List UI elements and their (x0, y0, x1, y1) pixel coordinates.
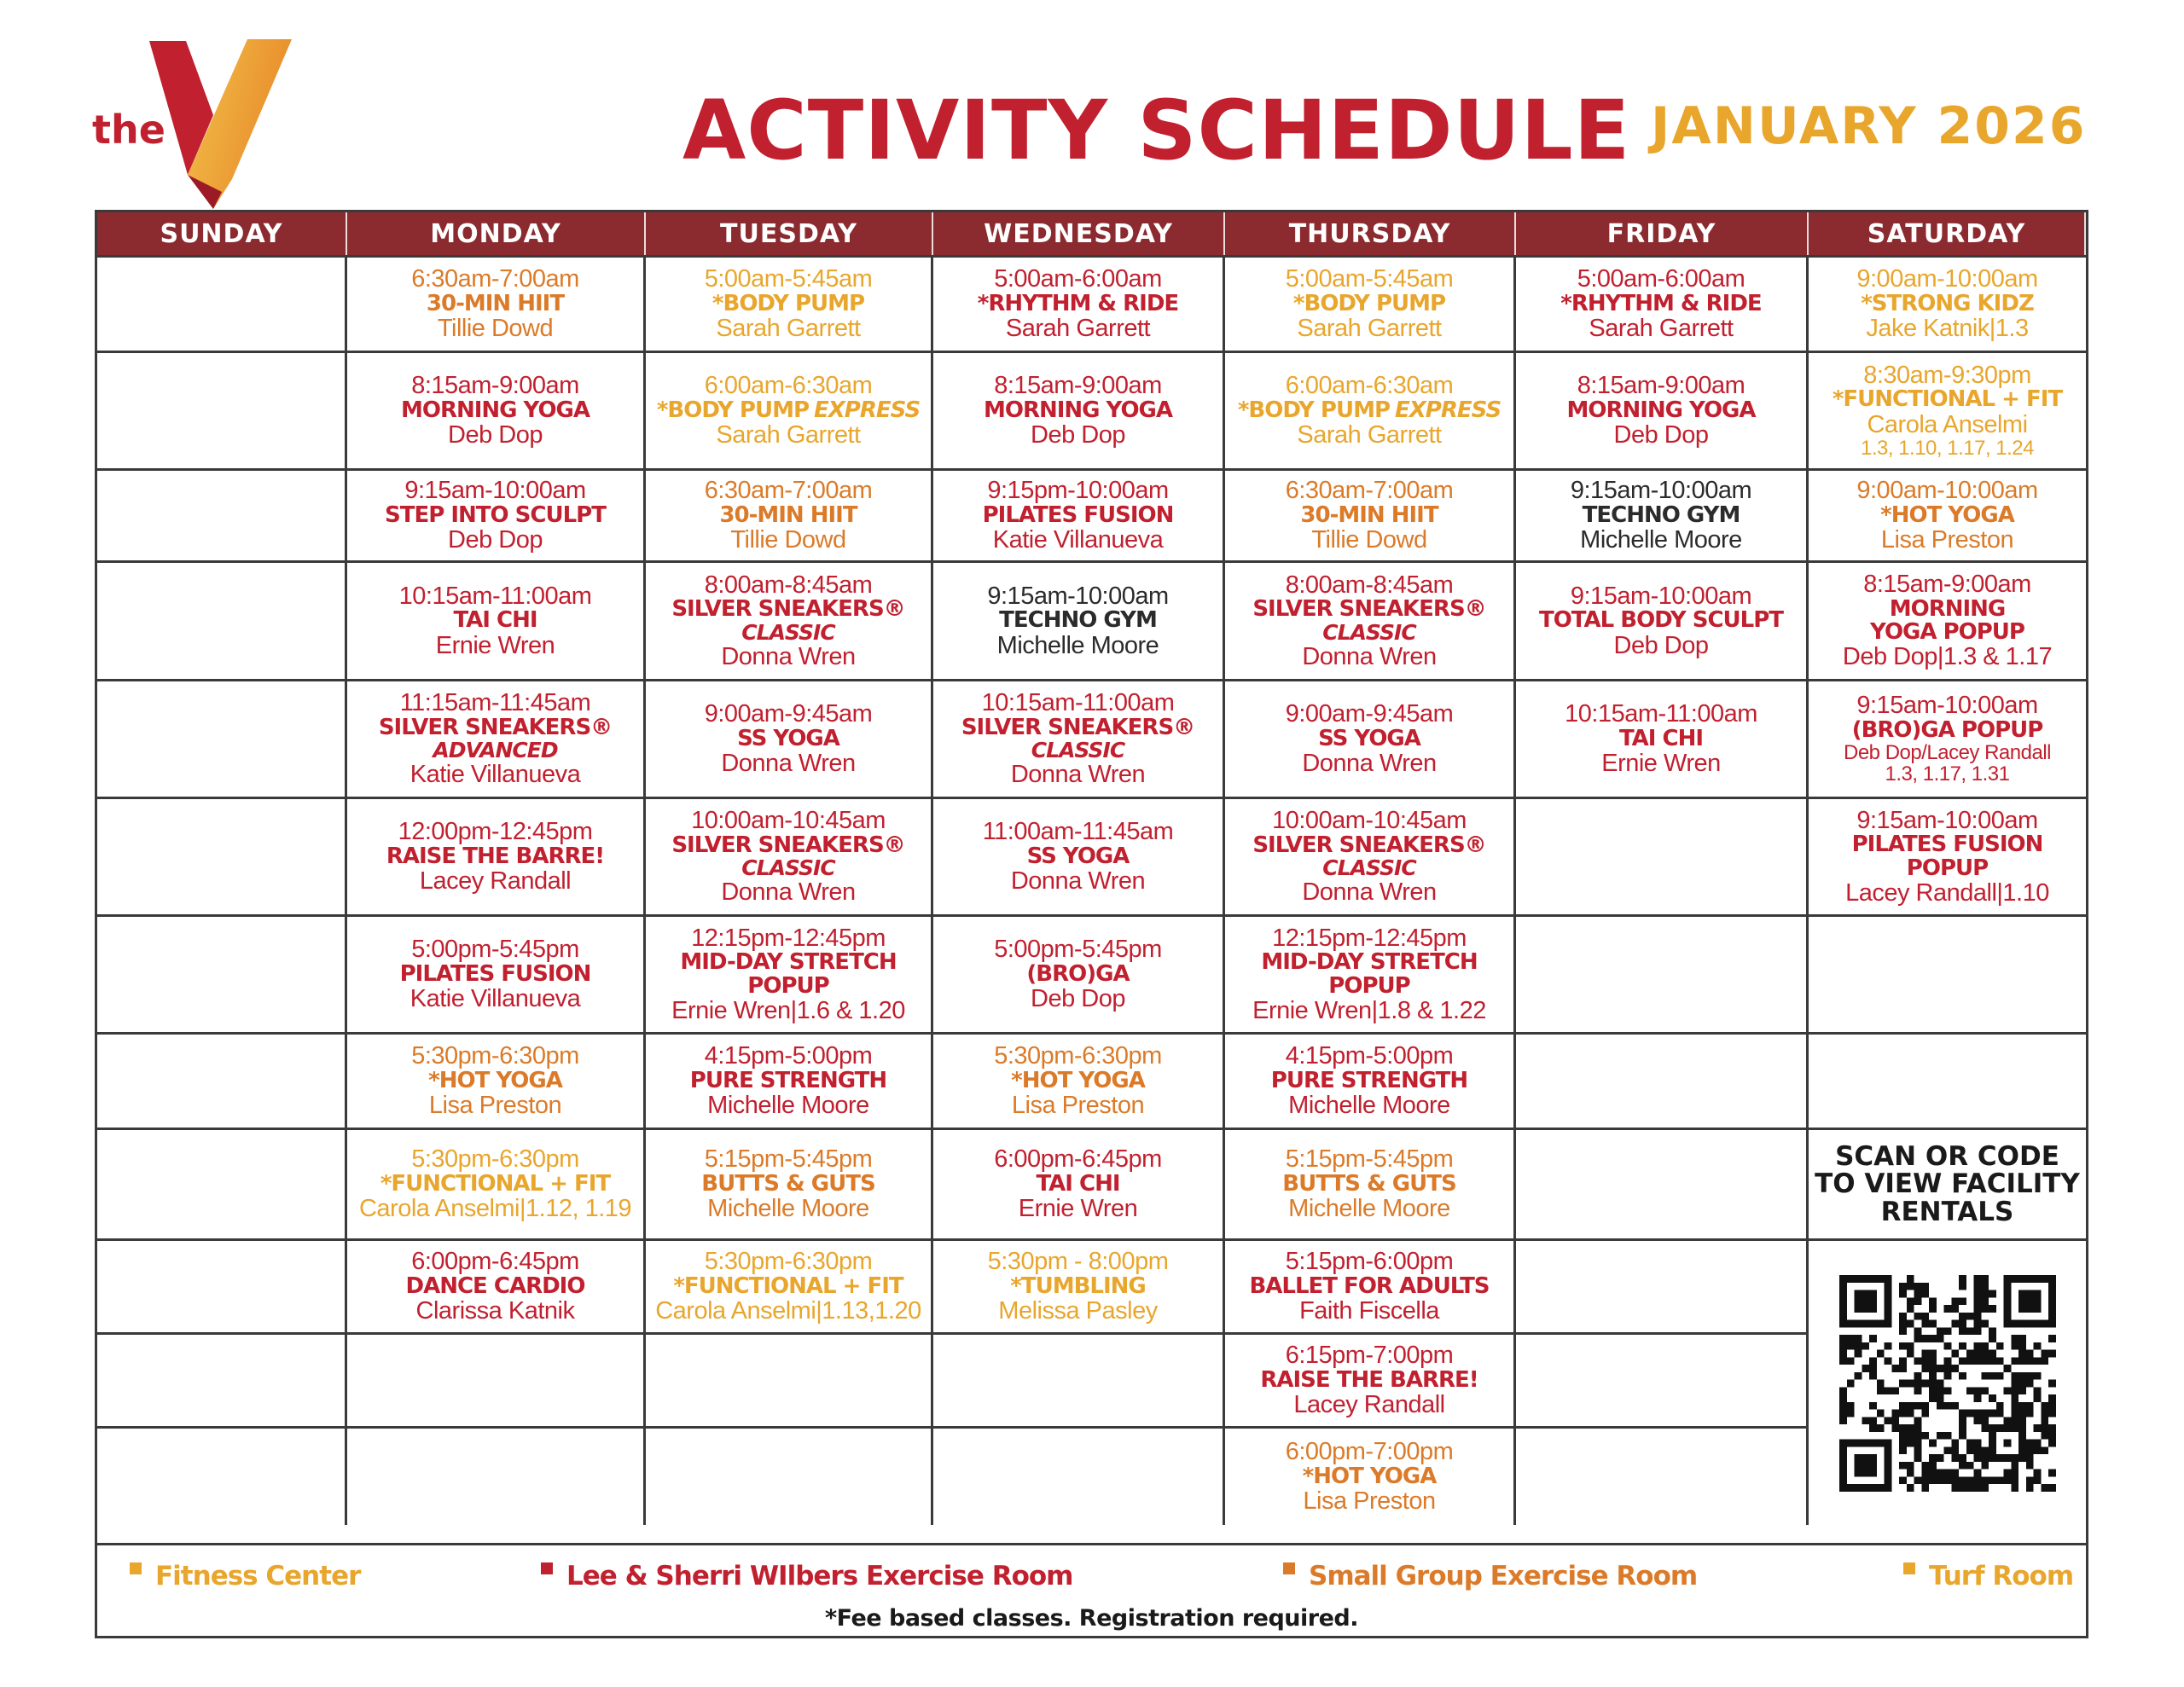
class-time: 6:00pm-6:45pm (994, 1145, 1162, 1174)
ymca-logo (85, 34, 307, 213)
class-cell (1516, 351, 1809, 468)
class-cell (1809, 679, 2086, 797)
class-cell (347, 1032, 646, 1128)
class-subtitle: ADVANCED (433, 738, 558, 763)
class-name: TECHNO GYM (999, 607, 1157, 634)
class-dates: 1.3, 1.10, 1.17, 1.24 (1860, 436, 2034, 460)
class-time: 6:30am-7:00am (704, 477, 873, 505)
class-time: 6:30am-7:00am (411, 265, 579, 293)
empty-cell (646, 1426, 933, 1525)
class-time: 5:15pm-5:45pm (1285, 1145, 1454, 1174)
class-cell (1809, 468, 2086, 560)
day-header-wednesday: WEDNESDAY (933, 212, 1225, 255)
class-cell (933, 797, 1225, 914)
class-instructor: Carola Anselmi|1.12, 1.19 (358, 1195, 632, 1223)
class-cell (1225, 1332, 1516, 1426)
class-cell (347, 797, 646, 914)
empty-cell (97, 1426, 347, 1525)
class-name-italic: EXPRESS (1395, 397, 1502, 423)
empty-cell (97, 560, 347, 679)
class-instructor: Deb Dop (1613, 421, 1709, 449)
class-instructor: Tillie Dowd (1311, 526, 1427, 554)
qr-code-cell[interactable] (1809, 1238, 2086, 1525)
class-name: PILATES FUSION (1851, 832, 2043, 858)
class-name: BALLET FOR ADULTS (1249, 1272, 1490, 1299)
class-subtitle: CLASSIC (1322, 619, 1416, 645)
class-name-line2: POPUP (747, 972, 829, 999)
empty-cell (1516, 1032, 1809, 1128)
class-instructor: Michelle Moore (707, 1092, 869, 1120)
class-instructor: Sarah Garrett (1589, 315, 1734, 343)
legend-small-group (1283, 1561, 1697, 1591)
class-name: MID-DAY STRETCH (680, 949, 897, 976)
empty-cell (97, 1032, 347, 1128)
class-instructor: Ernie Wren|1.6 & 1.20 (671, 996, 905, 1024)
empty-cell (933, 1332, 1225, 1426)
class-cell (1225, 351, 1516, 468)
class-time: 9:15am-10:00am (1856, 806, 2038, 834)
class-cell (933, 914, 1225, 1032)
class-name: TAI CHI (453, 607, 537, 634)
class-time: 11:00am-11:45am (982, 818, 1174, 846)
empty-cell (97, 914, 347, 1032)
class-name: MORNING YOGA (400, 397, 590, 423)
class-name: *FUNCTIONAL + FIT (673, 1272, 903, 1299)
class-cell (933, 351, 1225, 468)
class-name: BUTTS & GUTS (701, 1170, 875, 1197)
class-time: 9:15am-10:00am (1570, 582, 1752, 610)
class-name: SILVER SNEAKERS® (671, 832, 905, 858)
class-name: TOTAL BODY SCULPT (1538, 607, 1784, 634)
class-cell (1225, 914, 1516, 1032)
class-instructor: Katie Villanueva (992, 526, 1164, 554)
class-name-line2: POPUP (1906, 855, 1989, 881)
page-title: ACTIVITY SCHEDULE (682, 83, 1631, 178)
class-time: 9:15am-10:00am (404, 477, 586, 505)
class-time: 10:15am-11:00am (981, 689, 1175, 717)
class-instructor: Ernie Wren (1601, 750, 1721, 778)
logo-wordmark: YMCA (238, 174, 261, 206)
class-time: 5:30pm-6:30pm (704, 1248, 873, 1276)
class-time: 10:00am-10:45am (691, 807, 886, 835)
class-instructor: Donna Wren (1010, 761, 1146, 789)
legend-square-icon (1903, 1562, 1915, 1574)
class-cell (646, 1238, 933, 1332)
class-cell (1225, 468, 1516, 560)
class-instructor: Lisa Preston (1303, 1487, 1436, 1516)
class-name: TAI CHI (1036, 1170, 1120, 1197)
class-time: 8:15am-9:00am (1863, 571, 2031, 599)
class-name: PILATES FUSION (399, 960, 591, 987)
class-instructor: Faith Fiscella (1299, 1297, 1439, 1325)
qr-code-icon[interactable] (1839, 1275, 2056, 1492)
class-name: *HOT YOGA (1880, 501, 2014, 528)
logo-the-text: the (92, 107, 166, 153)
class-name: *BODY PUMP (712, 290, 865, 316)
empty-cell (97, 1238, 347, 1332)
empty-cell (97, 1332, 347, 1426)
empty-cell (1809, 1032, 2086, 1128)
class-name: RAISE THE BARRE! (386, 843, 605, 869)
class-name-text: *BODY PUMP (1237, 397, 1390, 423)
class-cell (347, 1128, 646, 1238)
class-time: 9:15pm-10:00am (987, 477, 1169, 505)
scan-text-line: SCAN OR CODE (1835, 1140, 2059, 1172)
class-cell (646, 1032, 933, 1128)
class-instructor: Donna Wren (1302, 642, 1437, 670)
empty-cell (1516, 914, 1809, 1032)
class-time: 11:15am-11:45am (399, 689, 591, 717)
class-name: PILATES FUSION (982, 501, 1174, 528)
class-cell (1809, 560, 2086, 679)
class-subtitle: CLASSIC (1031, 738, 1125, 763)
class-name: SS YOGA (737, 725, 839, 751)
class-instructor: Deb Dop (1031, 421, 1125, 449)
empty-cell (97, 468, 347, 560)
class-cell (1225, 1128, 1516, 1238)
legend-square-icon (541, 1562, 553, 1574)
class-name: SILVER SNEAKERS® (378, 714, 613, 740)
class-instructor: Tillie Dowd (437, 315, 554, 343)
class-instructor: Lisa Preston (428, 1092, 562, 1120)
class-name: SILVER SNEAKERS® (961, 714, 1195, 740)
class-cell (347, 914, 646, 1032)
class-time: 9:00am-10:00am (1856, 265, 2038, 293)
class-name: SILVER SNEAKERS® (671, 596, 905, 623)
class-time: 9:00am-10:00am (1856, 477, 2038, 505)
class-cell (1225, 679, 1516, 797)
class-cell (933, 468, 1225, 560)
class-name: BUTTS & GUTS (1282, 1170, 1456, 1197)
legend-fitness-center (130, 1561, 360, 1591)
fee-note: *Fee based classes. Registration required. (825, 1605, 1358, 1632)
class-time: 10:15am-11:00am (1565, 700, 1757, 728)
class-instructor: Michelle Moore (707, 1195, 869, 1223)
class-instructor: Deb Dop (448, 421, 543, 449)
class-instructor: Donna Wren (1010, 867, 1146, 896)
class-time: 9:00am-9:45am (1285, 700, 1454, 728)
class-name (657, 399, 920, 422)
class-time: 9:00am-9:45am (704, 700, 873, 728)
class-time: 8:00am-8:45am (704, 571, 873, 599)
class-time: 5:15pm-5:45pm (704, 1145, 873, 1174)
class-instructor: Sarah Garrett (1297, 315, 1442, 343)
class-instructor: Clarissa Katnik (415, 1297, 575, 1325)
class-name: *BODY PUMP (1292, 290, 1446, 316)
class-name: MORNING YOGA (983, 397, 1173, 423)
class-instructor: Deb Dop (1031, 985, 1125, 1013)
class-cell (1225, 255, 1516, 351)
class-instructor: Ernie Wren (435, 631, 555, 659)
class-cell (1225, 1238, 1516, 1332)
day-header-thursday: THURSDAY (1225, 212, 1516, 255)
class-time: 12:00pm-12:45pm (398, 818, 593, 846)
class-instructor: Sarah Garrett (1297, 421, 1442, 449)
class-cell (347, 1238, 646, 1332)
class-time: 5:30pm-6:30pm (411, 1042, 579, 1070)
day-header-monday: MONDAY (347, 212, 646, 255)
class-instructor: Katie Villanueva (410, 985, 581, 1013)
class-cell (347, 351, 646, 468)
class-cell (933, 1238, 1225, 1332)
class-name: TECHNO GYM (1582, 501, 1740, 528)
class-name: 30-MIN HIIT (426, 290, 565, 316)
empty-cell (933, 1426, 1225, 1525)
empty-cell (646, 1332, 933, 1426)
class-time: 5:30pm-6:30pm (411, 1145, 579, 1174)
empty-cell (97, 1128, 347, 1238)
class-time: 6:00pm-6:45pm (411, 1248, 579, 1276)
class-time: 12:15pm-12:45pm (691, 924, 886, 952)
class-cell (933, 560, 1225, 679)
class-time: 9:15am-10:00am (1856, 692, 2038, 720)
scan-rentals-text (1815, 1140, 2080, 1227)
class-subtitle: CLASSIC (1322, 855, 1416, 881)
class-time: 8:00am-8:45am (1285, 571, 1454, 599)
class-time: 6:30am-7:00am (1285, 477, 1454, 505)
class-time: 5:00am-5:45am (1285, 265, 1454, 293)
schedule-grid (97, 212, 2086, 1543)
class-cell (646, 797, 933, 914)
class-name: *RHYTHM & RIDE (1560, 290, 1762, 316)
schedule-month: JANUARY 2026 (1651, 96, 2087, 156)
empty-cell (1516, 1332, 1809, 1426)
class-cell (1516, 679, 1809, 797)
empty-cell (347, 1426, 646, 1525)
class-time: 5:00pm-5:45pm (994, 936, 1162, 964)
schedule-table (95, 210, 2088, 1638)
day-header-tuesday: TUESDAY (646, 212, 933, 255)
class-cell (933, 1032, 1225, 1128)
class-instructor: Ernie Wren|1.8 & 1.22 (1252, 996, 1486, 1024)
class-instructor: Donna Wren (1302, 750, 1437, 778)
legend-square-icon (130, 1562, 142, 1574)
scan-rentals-cell (1809, 1128, 2086, 1238)
class-cell (646, 679, 933, 797)
class-name: 30-MIN HIIT (1300, 501, 1438, 528)
class-subtitle: CLASSIC (741, 619, 835, 645)
class-instructor: Tillie Dowd (730, 526, 846, 554)
class-cell (933, 679, 1225, 797)
day-header-saturday: SATURDAY (1809, 212, 2086, 255)
class-time: 8:15am-9:00am (411, 372, 579, 400)
class-time: 9:15am-10:00am (987, 582, 1169, 610)
class-name: (BRO)GA POPUP (1851, 716, 2043, 743)
class-instructor: Deb Dop/Lacey Randall (1844, 741, 2051, 765)
class-name: PURE STRENGTH (689, 1067, 887, 1093)
empty-cell (1809, 914, 2086, 1032)
class-cell (646, 1128, 933, 1238)
class-cell (646, 560, 933, 679)
empty-cell (347, 1332, 646, 1426)
class-time: 6:00am-6:30am (704, 372, 873, 400)
class-name-text: *BODY PUMP (656, 397, 809, 423)
class-instructor: Ernie Wren (1018, 1195, 1138, 1223)
class-subtitle: CLASSIC (741, 855, 835, 881)
class-name: SILVER SNEAKERS® (1252, 596, 1486, 623)
class-name: *FUNCTIONAL + FIT (380, 1170, 611, 1197)
empty-cell (1516, 1426, 1809, 1525)
class-instructor: Lisa Preston (1880, 526, 2014, 554)
class-name: *HOT YOGA (1302, 1463, 1437, 1489)
day-header-friday: FRIDAY (1516, 212, 1809, 255)
class-time: 6:00pm-7:00pm (1285, 1438, 1454, 1466)
legend-label: Fitness Center (155, 1561, 361, 1591)
class-time: 6:00am-6:30am (1285, 372, 1454, 400)
empty-cell (97, 255, 347, 351)
class-time: 5:30pm-6:30pm (994, 1042, 1162, 1070)
class-name-line2: YOGA POPUP (1870, 619, 2024, 645)
class-time: 8:30am-9:30pm (1863, 361, 2031, 389)
class-time: 4:15pm-5:00pm (704, 1042, 873, 1070)
scan-text-line: RENTALS (1880, 1196, 2014, 1227)
class-cell (1516, 468, 1809, 560)
class-instructor: Jake Katnik|1.3 (1866, 315, 2029, 343)
class-instructor: Michelle Moore (996, 631, 1159, 659)
class-cell (347, 255, 646, 351)
legend-label: Turf Room (1929, 1561, 2074, 1591)
class-cell (347, 468, 646, 560)
class-cell (1809, 351, 2086, 468)
class-cell (646, 255, 933, 351)
class-cell (1809, 255, 2086, 351)
class-instructor: Deb Dop (448, 526, 543, 554)
empty-cell (97, 679, 347, 797)
class-time: 4:15pm-5:00pm (1285, 1042, 1454, 1070)
class-instructor: Lacey Randall|1.10 (1845, 878, 2049, 907)
empty-cell (1516, 797, 1809, 914)
empty-cell (97, 351, 347, 468)
class-instructor: Lacey Randall (1293, 1391, 1445, 1419)
class-instructor: Carola Anselmi|1.13,1.20 (655, 1297, 921, 1325)
class-time: 5:00pm-5:45pm (411, 936, 579, 964)
class-time: 10:15am-11:00am (398, 582, 592, 610)
class-time: 6:15pm-7:00pm (1285, 1342, 1454, 1370)
class-instructor: Donna Wren (721, 878, 856, 907)
class-instructor: Michelle Moore (1288, 1195, 1450, 1223)
class-name: *FUNCTIONAL + FIT (1832, 386, 2063, 413)
class-name-line2: POPUP (1328, 972, 1410, 999)
class-name: RAISE THE BARRE! (1260, 1366, 1478, 1393)
class-instructor: Deb Dop (1613, 631, 1709, 659)
legend-square-icon (1283, 1562, 1295, 1574)
class-time: 8:15am-9:00am (994, 372, 1162, 400)
legend-turf-room (1903, 1561, 2073, 1591)
class-instructor: Donna Wren (721, 642, 856, 670)
class-name: DANCE CARDIO (405, 1272, 585, 1299)
class-cell (646, 351, 933, 468)
class-cell (646, 468, 933, 560)
class-cell (347, 679, 646, 797)
class-time: 10:00am-10:45am (1272, 807, 1467, 835)
class-name: TAI CHI (1618, 725, 1704, 751)
class-cell (1225, 1426, 1516, 1525)
class-time: 5:30pm - 8:00pm (987, 1248, 1169, 1276)
class-instructor: Katie Villanueva (410, 761, 581, 789)
class-cell (646, 914, 933, 1032)
class-name: STEP INTO SCULPT (385, 501, 606, 528)
class-instructor: Lisa Preston (1011, 1092, 1145, 1120)
schedule-footer (97, 1543, 2086, 1636)
class-name: MORNING (1889, 595, 2006, 622)
empty-cell (1516, 1128, 1809, 1238)
class-instructor: Carola Anselmi (1867, 410, 2028, 438)
class-time: 5:00am-6:00am (994, 265, 1162, 293)
class-name: *HOT YOGA (428, 1067, 562, 1093)
class-name: *STRONG KIDZ (1861, 290, 2034, 316)
day-header-sunday: SUNDAY (97, 212, 347, 255)
class-instructor: Sarah Garrett (716, 315, 861, 343)
class-time: 8:15am-9:00am (1577, 372, 1745, 400)
class-dates: 1.3, 1.17, 1.31 (1885, 762, 2010, 786)
class-name: (BRO)GA (1026, 960, 1130, 987)
class-name: MID-DAY STRETCH (1261, 949, 1478, 976)
legend-label: Lee & Sherri WIlbers Exercise Room (566, 1561, 1073, 1591)
class-time: 12:15pm-12:45pm (1272, 924, 1467, 952)
class-instructor: Deb Dop|1.3 & 1.17 (1842, 643, 2053, 671)
class-cell (1516, 255, 1809, 351)
scan-text-line: TO VIEW FACILITY (1815, 1168, 2080, 1200)
class-cell (1516, 560, 1809, 679)
class-name: *RHYTHM & RIDE (977, 290, 1179, 316)
class-name: MORNING YOGA (1566, 397, 1756, 423)
class-name-italic: EXPRESS (814, 397, 921, 423)
class-name: SS YOGA (1318, 725, 1420, 751)
class-cell (347, 560, 646, 679)
class-instructor: Sarah Garrett (1005, 315, 1151, 343)
legend-exercise-room (541, 1561, 1072, 1591)
class-cell (933, 255, 1225, 351)
class-time: 5:00am-6:00am (1577, 265, 1745, 293)
class-time: 5:15pm-6:00pm (1285, 1248, 1454, 1276)
class-cell (1225, 560, 1516, 679)
class-instructor: Michelle Moore (1288, 1092, 1450, 1120)
class-name: *HOT YOGA (1011, 1067, 1145, 1093)
class-name: PURE STRENGTH (1270, 1067, 1468, 1093)
class-cell (1225, 797, 1516, 914)
class-cell (1225, 1032, 1516, 1128)
class-name: *TUMBLING (1010, 1272, 1146, 1299)
empty-cell (97, 797, 347, 914)
class-name: SILVER SNEAKERS® (1252, 832, 1486, 858)
class-instructor: Melissa Pasley (998, 1297, 1158, 1325)
class-instructor: Michelle Moore (1580, 526, 1742, 554)
class-name (1238, 399, 1501, 422)
class-time: 5:00am-5:45am (704, 265, 873, 293)
class-name: SS YOGA (1026, 843, 1130, 869)
legend-label: Small Group Exercise Room (1309, 1561, 1698, 1591)
class-instructor: Sarah Garrett (716, 421, 861, 449)
class-instructor: Lacey Randall (419, 867, 572, 896)
class-name: 30-MIN HIIT (719, 501, 857, 528)
class-cell (933, 1128, 1225, 1238)
class-instructor: Donna Wren (721, 750, 856, 778)
class-cell (1809, 797, 2086, 914)
empty-cell (1516, 1238, 1809, 1332)
class-time: 9:15am-10:00am (1570, 477, 1752, 505)
class-instructor: Donna Wren (1302, 878, 1437, 907)
